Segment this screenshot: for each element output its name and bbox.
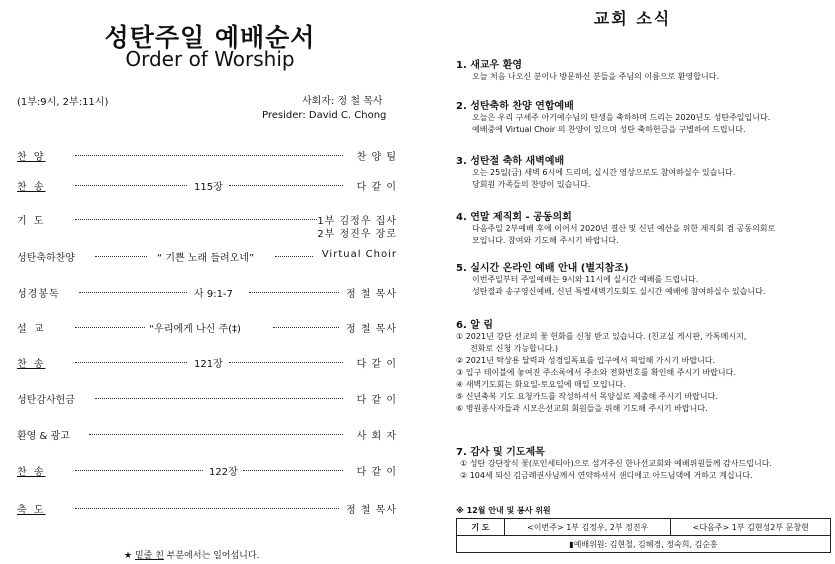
worship-item-offering <box>17 391 397 407</box>
item-label: 축 도 <box>17 505 46 516</box>
section-line: ② 104세 되신 김금례권사님께서 연약하셔서 샌디에고 아드님댁에 거하고 계십니다. <box>460 471 753 480</box>
item-leader: 다 같 이 <box>356 359 397 370</box>
news-section-7 <box>456 443 831 482</box>
service-time: (1부:9시, 2부:11시) <box>17 97 109 108</box>
leader-dots <box>243 470 343 471</box>
section-line: 예배중에 Virtual Choir 의 찬양이 있으며 성탄 축하헌금을 구별하여 드립니다. <box>472 125 746 134</box>
worship-item-announcements <box>17 427 397 443</box>
item-leader: 다 같 이 <box>356 467 397 478</box>
leader-dots <box>75 155 343 156</box>
leader-dots <box>275 256 313 257</box>
item-leader: Virtual Choir <box>321 249 397 260</box>
service-roster-table <box>456 518 831 553</box>
item-label: 성경봉독 <box>17 289 60 300</box>
church-news-page <box>430 0 835 564</box>
notice-item: ② 2021년 탁상용 달력과 성경일독표를 입구에서 픽업해 가시기 바랍니다. <box>456 356 716 365</box>
news-title: 교회 소식 <box>593 9 672 28</box>
section-line: 모입니다. 참여와 기도해 주시기 바랍니다. <box>472 236 619 245</box>
section-heading: 5. 실시간 온라인 예배 안내 (별지참조) <box>456 263 629 274</box>
notice-item: ⑥ 병원종사자들과 시모은선교회 회원들을 위해 기도해 주시기 바랍니다. <box>456 404 708 413</box>
footnote-text: 부분에서는 일어섭니다. <box>163 551 260 561</box>
item-label: 찬 양 <box>17 152 46 163</box>
item-label: 찬 송 <box>17 359 46 370</box>
item-leader: 정 철 목사 <box>346 289 397 300</box>
section-line: 이번주일부터 주일예배는 9시와 11시에 실시간 예배를 드립니다. <box>472 275 699 284</box>
leader-dots <box>95 256 147 257</box>
standing-footnote <box>124 548 259 561</box>
item-leader: 정 철 목사 <box>346 324 397 335</box>
news-section-4 <box>456 208 831 247</box>
leader-dots <box>75 362 187 363</box>
worship-item-hymn-2 <box>17 355 397 371</box>
notice-item-cont: 전화로 신청 가능합니다.) <box>470 344 559 353</box>
news-section-3 <box>456 152 831 191</box>
worship-item-praise <box>17 148 397 164</box>
table-row <box>457 536 831 553</box>
notice-item: ③ 입구 테이블에 놓여진 주소록에서 주소와 전화번호를 확인해 주시기 바랍니다. <box>456 368 736 377</box>
service-roster-heading: ※ 12월 안내 및 봉사 위원 <box>456 506 551 515</box>
leader-dots <box>75 508 339 509</box>
title-korean: 성탄주일 예배순서 <box>104 23 316 52</box>
roster-this-week: <이번주> 1부 김정우, 2부 정진우 <box>505 519 671 536</box>
item-label: 기 도 <box>17 216 46 227</box>
item-leader: 1부 김정우 집사 <box>317 216 397 227</box>
section-heading: 3. 성탄절 축하 새벽예배 <box>456 156 565 167</box>
leader-dots <box>229 362 343 363</box>
worship-item-hymn-1 <box>17 178 397 194</box>
worship-item-prayer <box>17 212 397 240</box>
notice-item: ⑤ 신년축복 기도 요청카드를 작성하셔서 목양실로 제출해 주시기 바랍니다. <box>456 392 718 401</box>
leader-dots <box>273 327 339 328</box>
item-leader-2: 2부 정진우 장로 <box>317 229 397 240</box>
section-line: 오늘은 우리 구세주 아기예수님의 탄생을 축하하며 드리는 2020년도 성탄주일입니다. <box>472 113 771 122</box>
section-line: 다음주일 2부예배 후에 이어서 2020년 결산 및 신년 예산을 위한 제직회 겸 공동의회로 <box>472 224 776 233</box>
leader-dots <box>75 470 203 471</box>
item-label: 설 교 <box>17 324 46 335</box>
worship-item-christmas-anthem <box>17 249 397 265</box>
item-leader: 다 같 이 <box>356 182 397 193</box>
section-heading: 7. 감사 및 기도제목 <box>456 447 545 458</box>
item-label: 찬 송 <box>17 467 46 478</box>
presider-english: Presider: David C. Chong <box>262 110 387 121</box>
news-section-5 <box>456 259 831 298</box>
item-leader: 다 같 이 <box>356 395 397 406</box>
table-row <box>457 519 831 536</box>
leader-dots <box>79 292 187 293</box>
leader-dots <box>95 398 343 399</box>
roster-next-week: <다음주> 1부 김현성2부 문창현 <box>671 519 831 536</box>
section-line: 오늘 처음 나오신 분이나 방문하신 분들을 주님의 이름으로 환영합니다. <box>472 72 719 81</box>
leader-dots <box>75 327 145 328</box>
section-line: 당회원 가족들의 찬양이 있습니다. <box>472 180 591 189</box>
roster-label: 기 도 <box>457 519 505 536</box>
item-label: 성탄감사헌금 <box>17 395 75 406</box>
news-section-1 <box>456 56 831 83</box>
news-section-6 <box>456 316 831 415</box>
item-leader: 정 철 목사 <box>346 505 397 516</box>
leader-dots <box>75 219 317 220</box>
item-detail: 122장 <box>209 467 238 478</box>
section-heading: 6. 알 림 <box>456 320 494 331</box>
worship-item-benediction <box>17 501 397 517</box>
section-heading: 2. 성탄축하 찬양 연합예배 <box>456 101 574 112</box>
worship-item-sermon <box>17 320 397 336</box>
leader-dots <box>75 185 187 186</box>
section-heading: 1. 새교우 환영 <box>456 60 523 71</box>
notice-item: ① 2021년 강단 선교의 꽃 헌화를 신청 받고 있습니다. (친교실 게시판, 카톡메시지, <box>456 332 747 341</box>
presider-korean: 사회자: 정 철 목사 <box>302 96 383 107</box>
news-section-2 <box>456 97 831 136</box>
footnote-underlined: 밑줄 친 <box>134 551 164 561</box>
item-label: 찬 송 <box>17 182 46 193</box>
leader-dots <box>229 185 343 186</box>
item-label: 성탄축하찬양 <box>17 253 75 264</box>
section-heading: 4. 연말 제직회 - 공동의회 <box>456 212 572 223</box>
worship-item-hymn-3 <box>17 463 397 479</box>
leader-dots <box>249 292 339 293</box>
item-detail: 115장 <box>194 182 223 193</box>
worship-item-scripture <box>17 285 397 301</box>
item-detail: “우리에게 나신 주(‡) <box>149 324 241 335</box>
item-leader: 사 회 자 <box>356 431 397 442</box>
section-line: 오는 25일(금) 새벽 6시에 드리며, 실시간 영상으로도 참여하실수 있습니다. <box>472 168 736 177</box>
item-detail: 121장 <box>194 359 223 370</box>
item-detail: 사 9:1-7 <box>194 289 233 300</box>
section-line: 성탄절과 송구영신예배, 신년 특별새벽기도회도 실시간 예배에 참여하실수 있습니다. <box>472 287 766 296</box>
item-leader: 찬 양 팀 <box>356 152 397 163</box>
star-icon: ★ <box>124 551 133 561</box>
item-label: 환영 & 광고 <box>17 431 70 442</box>
roster-committee: ▮예배위원: 김현철, 김혜경, 정숙희, 김순홍 <box>457 536 831 553</box>
leader-dots <box>89 434 343 435</box>
item-detail: “ 기쁜 노래 들려오네” <box>157 253 255 264</box>
section-line: ① 성탄 강단장식 꽃(포인세티아)으로 섬겨주신 한나선교회와 예배위원들께 감사드립니다. <box>460 459 772 468</box>
notice-item: ④ 새벽기도회는 화요일-토요일에 매일 모입니다. <box>456 380 626 389</box>
title-english: Order of Worship <box>125 47 295 71</box>
